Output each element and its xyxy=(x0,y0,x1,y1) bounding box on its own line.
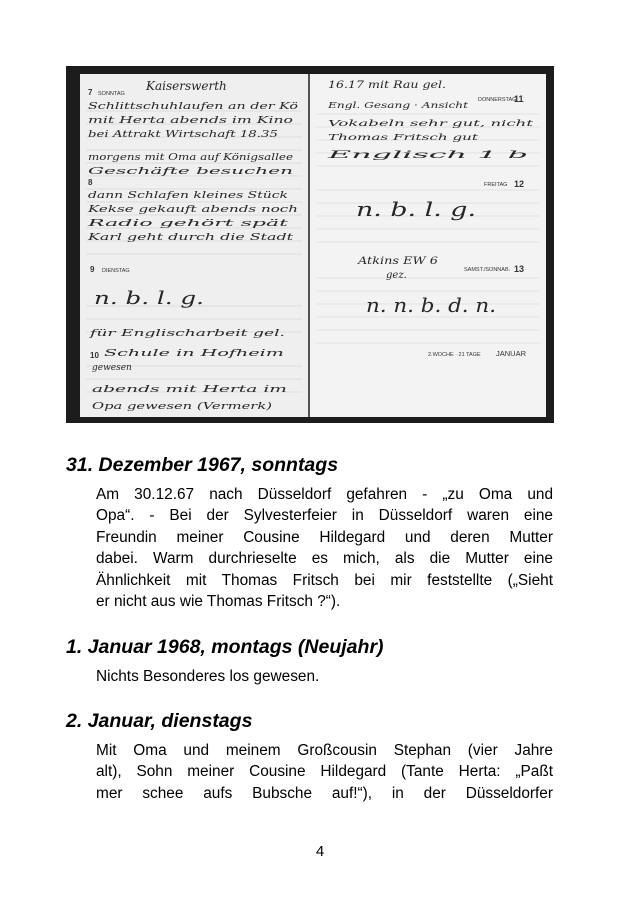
diary-week-label: 2.WOCHE · 21 TAGE xyxy=(428,352,481,358)
diary-date-7: 7 xyxy=(88,88,93,97)
paragraph-line: er nicht aus wie Thomas Fritsch ?“). xyxy=(96,593,341,611)
section-heading: 31. Dezember 1967, sonntags xyxy=(66,454,339,476)
hw-left-line9: Radio gehört spät xyxy=(85,219,289,229)
diary-weekday-7: SONNTAG xyxy=(98,91,125,97)
page-number: 4 xyxy=(315,843,325,860)
hw-right-line8: gez. xyxy=(386,270,407,281)
hw-left-line10: Karl geht durch die Stadt xyxy=(86,233,294,243)
paragraph-line: Mit Oma und meinem Großcousin Stephan (vier Jahre xyxy=(96,742,553,759)
hw-right-line6: n. b. l. g. xyxy=(356,197,476,221)
diary-date-10: 10 xyxy=(90,351,99,360)
hw-right-line5: Englisch 1 b xyxy=(324,150,528,161)
hw-left-line15: abends mit Herta im xyxy=(92,385,287,395)
section-heading: 1. Januar 1968, montags (Neujahr) xyxy=(66,636,384,658)
paragraph-line: dabei. Warm durchrieselte es mich, als die Mutter eine xyxy=(96,550,553,568)
hw-left-line13: Schule in Hofheim xyxy=(104,349,284,359)
diary-photo xyxy=(66,66,554,423)
section-paragraph xyxy=(96,484,553,612)
section-paragraph xyxy=(96,740,553,804)
hw-left-line7: dann Schlafen kleines Stück xyxy=(88,191,288,201)
paragraph-line: Am 30.12.67 nach Düsseldorf gefahren - „zu Oma und xyxy=(96,486,553,503)
diary-month-label: JANUAR xyxy=(496,349,527,358)
hw-left-line3: mit Herta abends im Kino xyxy=(88,116,295,126)
diary-date-11: 11 xyxy=(514,94,524,104)
section-paragraph xyxy=(96,666,553,687)
diary-weekday-13: SAMST./SONNAB. xyxy=(464,267,511,273)
hw-right-line3: Vokabeln sehr gut, nicht xyxy=(328,119,535,129)
hw-left-line8: Kekse gekauft abends noch xyxy=(86,205,298,215)
hw-left-line11: n. b. l. g. xyxy=(94,288,204,309)
diary-date-12: 12 xyxy=(514,179,525,189)
diary-date-13: 13 xyxy=(514,264,525,274)
hw-right-line2: Engl. Gesang · Ansicht xyxy=(326,101,469,111)
diary-date-8: 8 xyxy=(88,178,93,187)
hw-right-line4: Thomas Fritsch gut xyxy=(328,133,480,143)
diary-spread xyxy=(66,66,554,423)
paragraph-line: Ähnlichkeit mit Thomas Fritsch bei mir feststellte („Sieht xyxy=(96,571,553,589)
diary-weekday-11: DONNERSTAG xyxy=(478,97,517,103)
paragraph-line: alt), Sohn meiner Cousine Hildegard (Tante Herta: „Paßt xyxy=(96,763,553,781)
section-heading: 2. Januar, dienstags xyxy=(66,710,253,732)
hw-right-line1: 16.17 mit Rau gel. xyxy=(328,80,446,91)
paragraph-line: mer schee aufs Bubsche auf!“), in der Düsseldorfer xyxy=(96,784,553,802)
paragraph-line: Opa“. - Bei der Sylvesterfeier in Düsseldorf waren eine xyxy=(96,507,553,525)
hw-left-line6: Geschäfte besuchen xyxy=(88,167,294,177)
paragraph-line: Freundin meiner Cousine Hildegard und deren Mutter xyxy=(96,528,553,546)
hw-left-line1: Kaiserswerth xyxy=(146,79,227,93)
hw-left-line14: gewesen xyxy=(92,363,132,373)
diary-weekday-12: FREITAG xyxy=(484,182,508,188)
diary-weekday-9: DIENSTAG xyxy=(102,268,130,274)
diary-date-9: 9 xyxy=(90,265,95,274)
hw-right-line9: n. n. b. d. n. xyxy=(366,293,496,317)
hw-left-line4: bei Attrakt Wirtschaft 18.35 xyxy=(88,130,279,140)
paragraph-line: Nichts Besonderes los gewesen. xyxy=(96,668,320,685)
hw-left-line5: morgens mit Oma auf Königsallee xyxy=(88,153,293,163)
hw-right-line7: Atkins EW 6 xyxy=(356,256,439,267)
hw-left-line12: für Englischarbeit gel. xyxy=(88,329,286,339)
hw-left-line16: Opa gewesen (Vermerk) xyxy=(92,402,203,412)
hw-left-line2: Schlittschuhlaufen an der Kö xyxy=(88,102,299,112)
